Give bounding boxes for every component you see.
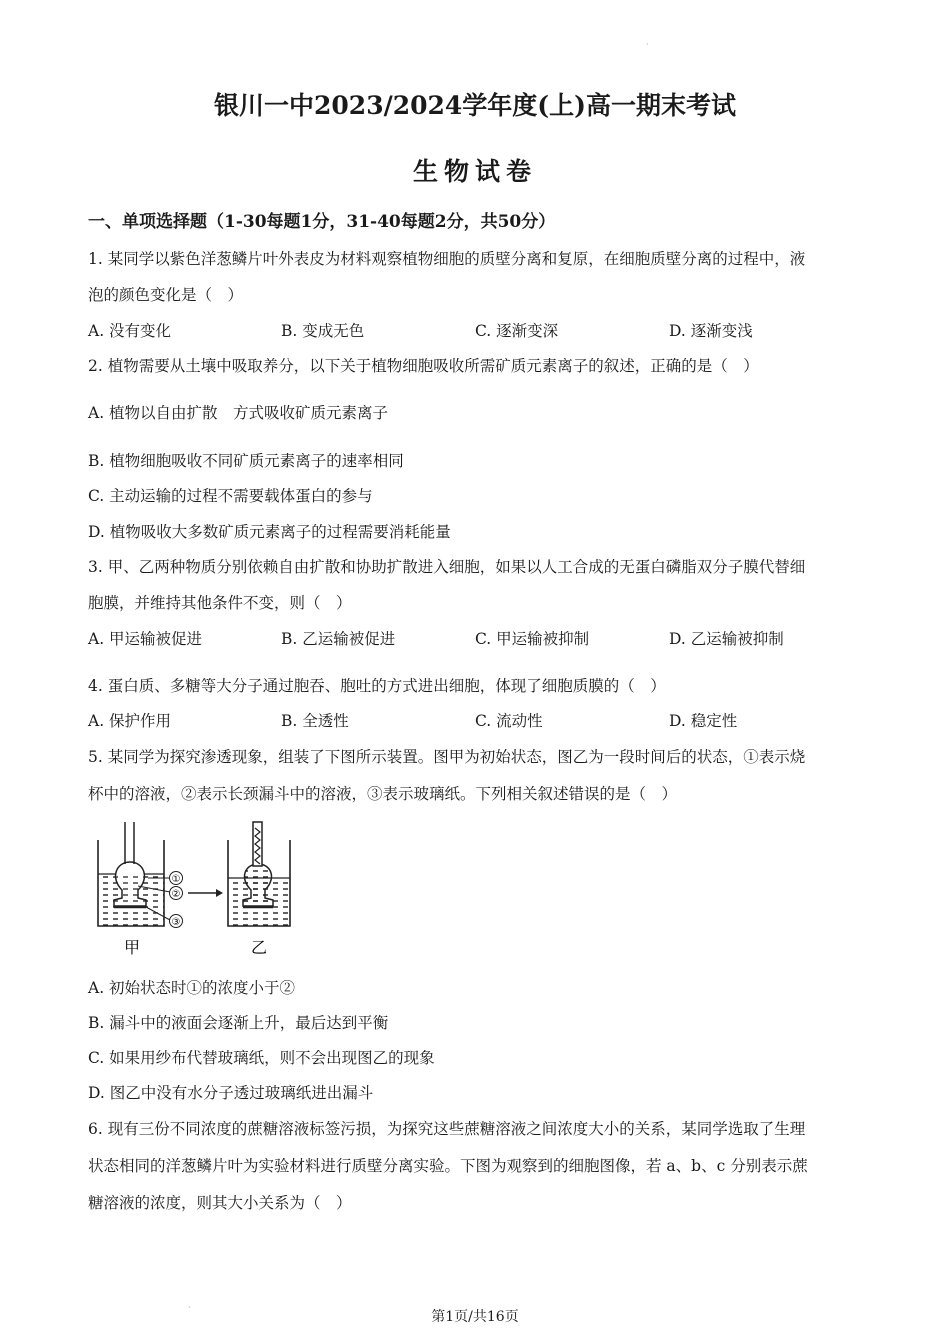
figure-yi-apparatus [228,822,290,926]
yi-funnel-bulb [243,864,273,906]
q1-option-a: A. 没有变化 [88,322,172,340]
q2-option-a: A. 植物以自由扩散 方式吸收矿质元素离子 [88,404,389,422]
q3-option-a: A. 甲运输被促进 [88,630,203,648]
q2-stem-line1: 2. 植物需要从土壤中吸取养分，以下关于植物细胞吸收所需矿质元素离子的叙述，正确的是（ ） [88,357,759,375]
q2-option-d: D. 植物吸收大多数矿质元素离子的过程需要消耗能量 [88,523,451,541]
osmosis-figure [92,820,302,962]
exam-title: 银川一中2023/2024学年度(上)高一期末考试 [214,91,736,120]
q5-option-a: A. 初始状态时①的浓度小于② [88,979,296,997]
q5-option-b: B. 漏斗中的液面会逐渐上升，最后达到平衡 [88,1014,389,1032]
arrow-icon [188,889,223,897]
q5-stem-line1: 5. 某同学为探究渗透现象，组装了下图所示装置。图甲为初始状态，图乙为一段时间后的状态，①表示烧 [88,748,806,766]
q4-stem-line1: 4. 蛋白质、多糖等大分子通过胞吞、胞吐的方式进出细胞，体现了细胞质膜的（ ） [88,677,666,695]
label-1: ① [171,874,181,885]
q1-option-b: B. 变成无色 [281,322,365,340]
q6-stem-line3: 糖溶液的浓度，则其大小关系为（ ） [88,1194,352,1212]
caption-jia: 甲 [123,938,141,957]
q3-stem-line2: 胞膜，并维持其他条件不变，则（ ） [88,594,352,612]
q1-stem-line1: 1. 某同学以紫色洋葱鳞片叶外表皮为材料观察植物细胞的质壁分离和复原，在细胞质壁分离的过程中，液 [88,250,806,268]
q5-stem-line2: 杯中的溶液，②表示长颈漏斗中的溶液，③表示玻璃纸。下列相关叙述错误的是（ ） [88,785,678,803]
label-2: ② [171,889,181,900]
q5-option-d: D. 图乙中没有水分子透过玻璃纸进出漏斗 [88,1084,374,1102]
q6-stem-line2: 状态相同的洋葱鳞片叶为实验材料进行质壁分离实验。下图为观察到的细胞图像，若 a、b、c 分别表示蔗 [88,1157,808,1175]
caption-yi: 乙 [250,938,268,957]
q1-option-d: D. 逐渐变浅 [669,322,753,340]
q3-stem-line1: 3. 甲、乙两种物质分别依赖自由扩散和协助扩散进入细胞，如果以人工合成的无蛋白磷脂双分子膜代替细 [88,558,806,576]
q4-option-a: A. 保护作用 [88,712,172,730]
label-3: ③ [171,917,181,928]
q3-option-d: D. 乙运输被抑制 [669,630,784,648]
figure-jia-apparatus [98,822,183,928]
section-heading: 一、单项选择题（1-30每题1分，31-40每题2分，共50分） [88,212,556,232]
q5-option-c: C. 如果用纱布代替玻璃纸，则不会出现图乙的现象 [88,1049,435,1067]
page-footer: 第1页/共16页 [431,1309,519,1325]
exam-subtitle: 生物试卷 [412,157,537,186]
q4-option-b: B. 全透性 [281,712,349,730]
q4-option-c: C. 流动性 [475,712,543,730]
q2-option-c: C. 主动运输的过程不需要载体蛋白的参与 [88,487,373,505]
scan-speck: · [646,40,649,49]
scan-speck: · [188,1303,191,1312]
q3-option-c: C. 甲运输被抑制 [475,630,590,648]
q3-option-b: B. 乙运输被促进 [281,630,396,648]
q1-stem-line2: 泡的颜色变化是（ ） [88,286,244,304]
q4-option-d: D. 稳定性 [669,712,738,730]
q2-option-b: B. 植物细胞吸收不同矿质元素离子的速率相同 [88,452,404,470]
q6-stem-line1: 6. 现有三份不同浓度的蔗糖溶液标签污损，为探究这些蔗糖溶液之间浓度大小的关系，某同学选取了生理 [88,1120,806,1138]
q1-option-c: C. 逐渐变深 [475,322,559,340]
